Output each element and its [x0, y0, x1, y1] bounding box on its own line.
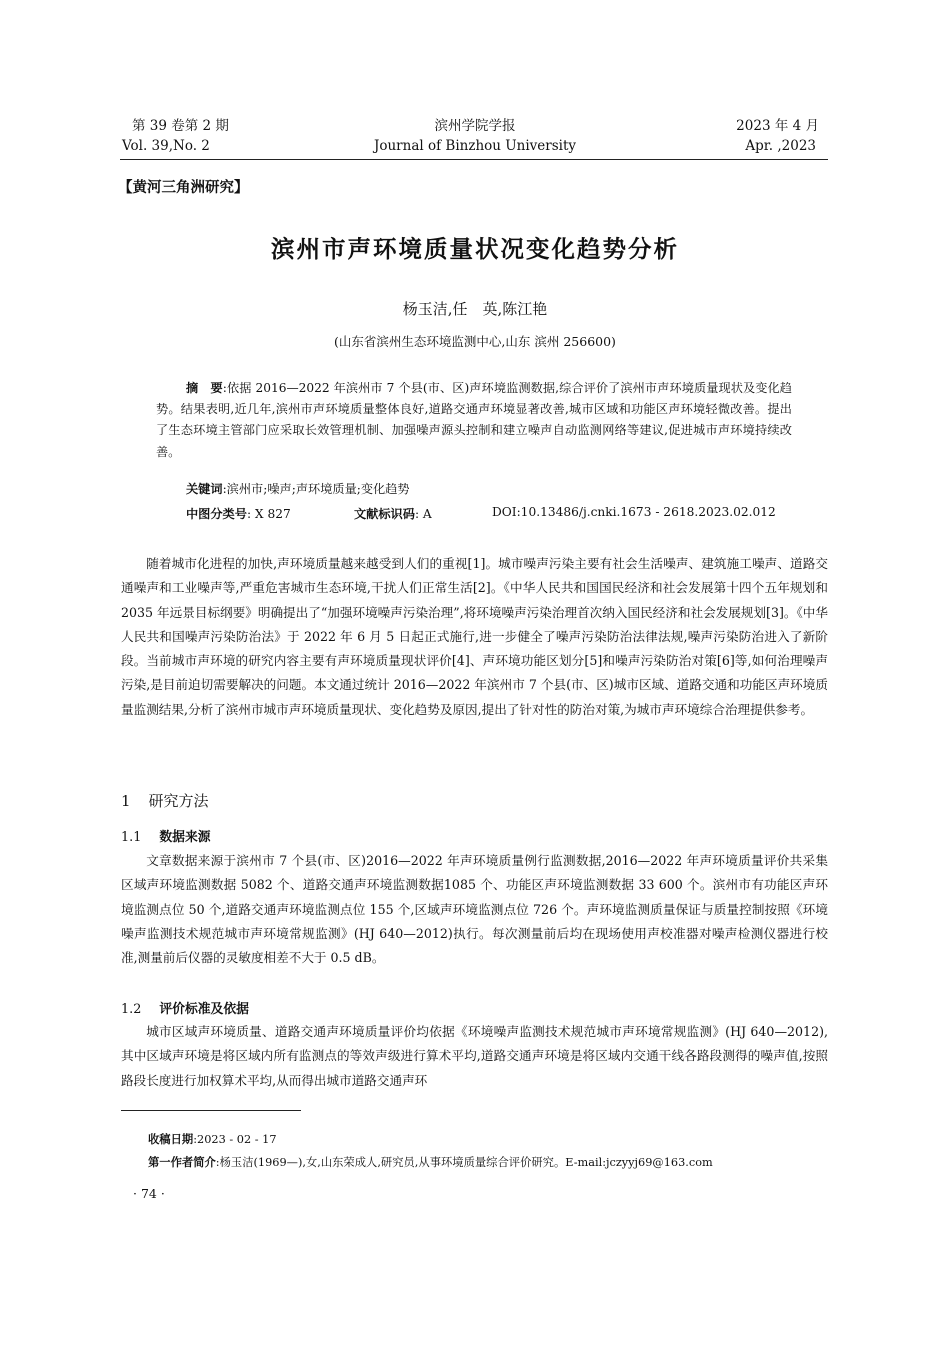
section-heading-1-1	[121, 826, 211, 845]
author-bio	[148, 1154, 713, 1170]
received-label: 收稿日期	[148, 1133, 194, 1146]
abstract-label: 摘 要	[186, 381, 223, 395]
journal-name-en: Journal of Binzhou University	[373, 138, 577, 154]
volume-issue-cn: 第 39 卷第 2 期	[132, 118, 229, 134]
header-rule	[120, 159, 828, 160]
intro-paragraph: 随着城市化进程的加快,声环境质量越来越受到人们的重视[1]。城市噪声污染主要有社会生活噪声、建筑施工噪声、道路交通噪声和工业噪声等,严重危害城市生态环境,干扰人们正常生活[2]。《中华人民共和国国民经济和社会发展第十四个五年规划和 2035 年远景目标纲要》明确提出了“加强环境噪声污染治理”,将环境噪声污染治理首次纳入国民经济和社会发展规划[3]。《中华人民共和国噪声污染防治法》于 2022 年 6 月 5 日起正式施行,进一步健全了噪声污染防治法律法规,噪声污染防治进入了新阶段。当前城市声环境的研究内容主要有声环境质量现状评价[4]、声环境功能区划分[5]和噪声污染防治对策[6]等,如何治理噪声污染,是目前迫切需要解决的问题。本文通过统计 2016—2022 年滨州市 7 个县(市、区)城市区域、道路交通和功能区声环境质量监测结果,分析了滨州市城市声环境质量现状、变化趋势及原因,提出了针对性的防治对策,为城市声环境综合治理提供参考。	[121, 556, 828, 717]
section-heading-1-2	[121, 998, 249, 1017]
authors: 杨玉洁,任 英,陈江艳	[402, 300, 548, 318]
section-heading-1	[121, 790, 209, 811]
section-1-2-title: 评价标准及依据	[159, 1002, 249, 1017]
paragraph-evaluation-standard: 城市区域声环境质量、道路交通声环境质量评价均依据《环境噪声监测技术规范城市声环境常规监测》(HJ 640—2012),其中区域声环境是将区域内所有监测点的等效声级进行算术平均,道路交通声环境是将区域内交通干线各路段测得的噪声值,按照路段长度进行加权算术平均,从而得出城市道路交通声环	[121, 1024, 828, 1088]
date-cn: 2023 年 4 月	[736, 118, 819, 134]
section-1-2-number: 1.2	[121, 1002, 142, 1017]
paragraph-data-source: 文章数据来源于滨州市 7 个县(市、区)2016—2022 年声环境质量例行监测数据,2016—2022 年声环境质量评价共采集区域声环境监测数据 5082 个、道路交通声环境监测数据1085 个、功能区声环境监测数据 33 600 个。滨州市有功能区声环境监测点位 50 个,道路交通声环境监测点位 155 个,区域声环境监测点位 726 个。声环境监测质量保证与质量控制按照《环境噪声监测技术规范城市声环境常规监测》(HJ 640—2012)执行。每次测量前后均在现场使用声校准器对噪声检测仪器进行校准,测量前后仪器的灵敏度相差不大于 0.5 dB。	[121, 853, 828, 966]
keywords	[186, 480, 410, 497]
page-number: · 74 ·	[133, 1186, 165, 1201]
footnote-rule	[121, 1110, 301, 1111]
document-code	[354, 505, 432, 522]
doi: DOI:10.13486/j.cnki.1673 - 2618.2023.02.012	[492, 505, 776, 519]
clc-label: 中图分类号	[186, 507, 247, 521]
date-en: Apr. ,2023	[745, 138, 816, 154]
keywords-label: 关键词	[186, 482, 223, 496]
affiliation: (山东省滨州生态环境监测中心,山东 滨州 256600)	[334, 334, 616, 349]
author-bio-value: :杨玉洁(1969—),女,山东荣成人,研究员,从事环境质量综合评价研究。E-mail:jczyyj69@163.com	[215, 1156, 713, 1169]
received-value: :2023 - 02 - 17	[193, 1133, 277, 1146]
section-1-1-number: 1.1	[121, 830, 142, 845]
clc-value: : X 827	[246, 507, 291, 521]
section-1-1-title: 数据来源	[159, 830, 211, 845]
author-bio-label: 第一作者简介	[148, 1156, 216, 1169]
section-1-title: 研究方法	[148, 792, 209, 810]
clc-number	[186, 505, 291, 522]
article-title: 滨州市声环境质量状况变化趋势分析	[271, 235, 679, 263]
journal-name-cn: 滨州学院学报	[434, 118, 516, 134]
section-tag: 【黄河三角洲研究】	[118, 180, 249, 196]
doc-code-value: : A	[414, 507, 432, 521]
received-date	[148, 1131, 277, 1147]
abstract-text: :依据 2016—2022 年滨州市 7 个县(市、区)声环境监测数据,综合评价了滨州市声环境质量现状及变化趋势。结果表明,近几年,滨州市声环境质量整体良好,道路交通声环境显著改善,城市区域和功能区声环境轻微改善。提出了生态环境主管部门应采取长效管理机制、加强噪声源头控制和建立噪声自动监测网络等建议,促进城市声环境持续改善。	[156, 381, 792, 459]
abstract	[156, 378, 792, 463]
keywords-text: :滨州市;噪声;声环境质量;变化趋势	[222, 482, 410, 496]
doc-code-label: 文献标识码	[354, 507, 415, 521]
volume-issue-en: Vol. 39,No. 2	[122, 138, 210, 154]
section-1-number: 1	[121, 792, 131, 810]
